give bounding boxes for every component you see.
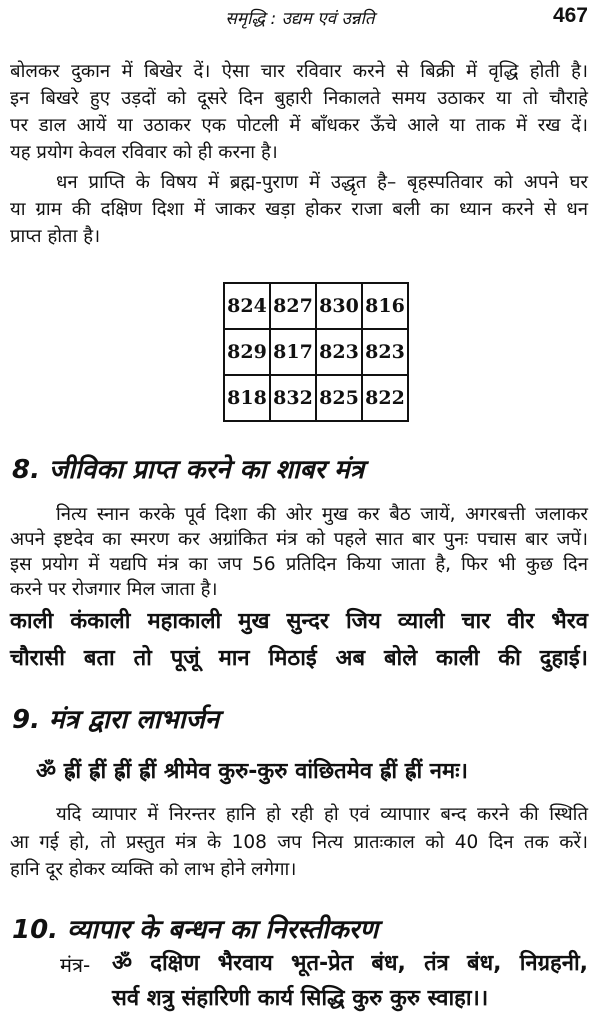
para1-line: इन बिखरे हुए उड़दों को दूसरे दिन बुहारी निकालते समय उठाकर या तो चौराहे xyxy=(10,88,588,109)
para2-line: प्राप्त होता है। xyxy=(10,226,101,247)
section-8-mantra-line: चौरासी बता तो पूजूं मान मिठाई अब बोले काली की दुहाई। xyxy=(10,646,588,671)
section-9-para-line: यदि व्यापार में निरन्तर हानि हो रही हो एवं व्यापाार बन्द करने की स्थिति xyxy=(56,804,588,825)
section-8-mantra-line: काली कंकाली महाकाली मुख सुन्दर जिय व्याली चार वीर भैरव xyxy=(10,609,588,634)
section-9-para-line: आ गई हो, तो प्रस्तुत मंत्र के 108 जप नित्य प्रातःकाल को 40 दिन तक करें। xyxy=(10,832,588,853)
section-8-para-line: नित्य स्नान करके पूर्व दिशा की ओर मुख कर बैठ जायें, अगरबत्ती जलाकर xyxy=(56,504,588,525)
yantra-cell: 817 xyxy=(270,329,316,375)
yantra-cell: 825 xyxy=(316,375,362,421)
para1-line: पर डाल आयें या उठाकर एक पोटली में बाँधकर ऊँचे आले या ताक में रख दें। xyxy=(10,115,588,136)
yantra-cell: 830 xyxy=(316,283,362,329)
page-number: 467 xyxy=(552,4,588,27)
section-10-heading: 10. व्यापार के बन्धन का निरस्तीकरण xyxy=(12,915,379,945)
section-10-mantra-line: सर्व शत्रु संहारिणी कार्य सिद्धि कुरु कुरु स्वाहा।। xyxy=(112,986,489,1011)
para1-line: यह प्रयोग केवल रविवार को ही करना है। xyxy=(10,142,278,163)
yantra-cell: 816 xyxy=(362,283,408,329)
yantra-cell: 822 xyxy=(362,375,408,421)
running-header: समृद्धि : उद्यम एवं उन्नति xyxy=(225,9,375,29)
section-9-mantra: ॐ ह्रीं ह्रीं ह्रीं ह्रीं श्रीमेव कुरु-कुरु वांछितमेव ह्रीं ह्रीं नमः। xyxy=(36,759,468,784)
yantra-grid xyxy=(223,282,409,422)
section-8-para-line: इस प्रयोग में यद्यपि मंत्र का जप 56 प्रतिदिन किया जाता है, फिर भी कुछ दिन xyxy=(10,554,588,575)
yantra-cell: 823 xyxy=(316,329,362,375)
yantra-cell: 827 xyxy=(270,283,316,329)
para2-line: या ग्राम की दक्षिण दिशा में जाकर खड़ा होकर राजा बली का ध्यान करने से धन xyxy=(10,199,588,220)
yantra-cell: 832 xyxy=(270,375,316,421)
yantra-cell: 824 xyxy=(224,283,270,329)
mantra-label: मंत्र- xyxy=(60,953,91,977)
section-9-heading: 9. मंत्र द्वारा लाभार्जन xyxy=(12,705,220,735)
yantra-cell: 823 xyxy=(362,329,408,375)
para1-line: बोलकर दुकान में बिखेर दें। ऐसा चार रविवार करने से बिक्री में वृद्धि होती है। xyxy=(10,61,588,82)
section-8-para-line: अपने इष्टदेव का स्मरण कर अग्रांकित मंत्र को पहले सात बार पुनः पचास बार जपें। xyxy=(10,529,588,550)
section-9-para-line: हानि दूर होकर व्यक्ति को लाभ होने लगेगा। xyxy=(10,859,297,880)
section-8-heading: 8. जीविका प्राप्त करने का शाबर मंत्र xyxy=(12,455,365,485)
para2-line: धन प्राप्ति के विषय में ब्रह्म-पुराण में उद्धृत है– बृहस्पतिवार को अपने घर xyxy=(56,172,588,193)
yantra-cell: 818 xyxy=(224,375,270,421)
section-10-mantra-line: ॐ दक्षिण भैरवाय भूत-प्रेत बंध, तंत्र बंध, निग्रहनी, xyxy=(112,951,588,976)
yantra-cell: 829 xyxy=(224,329,270,375)
section-8-para-line: करने पर रोजगार मिल जाता है। xyxy=(10,579,218,600)
